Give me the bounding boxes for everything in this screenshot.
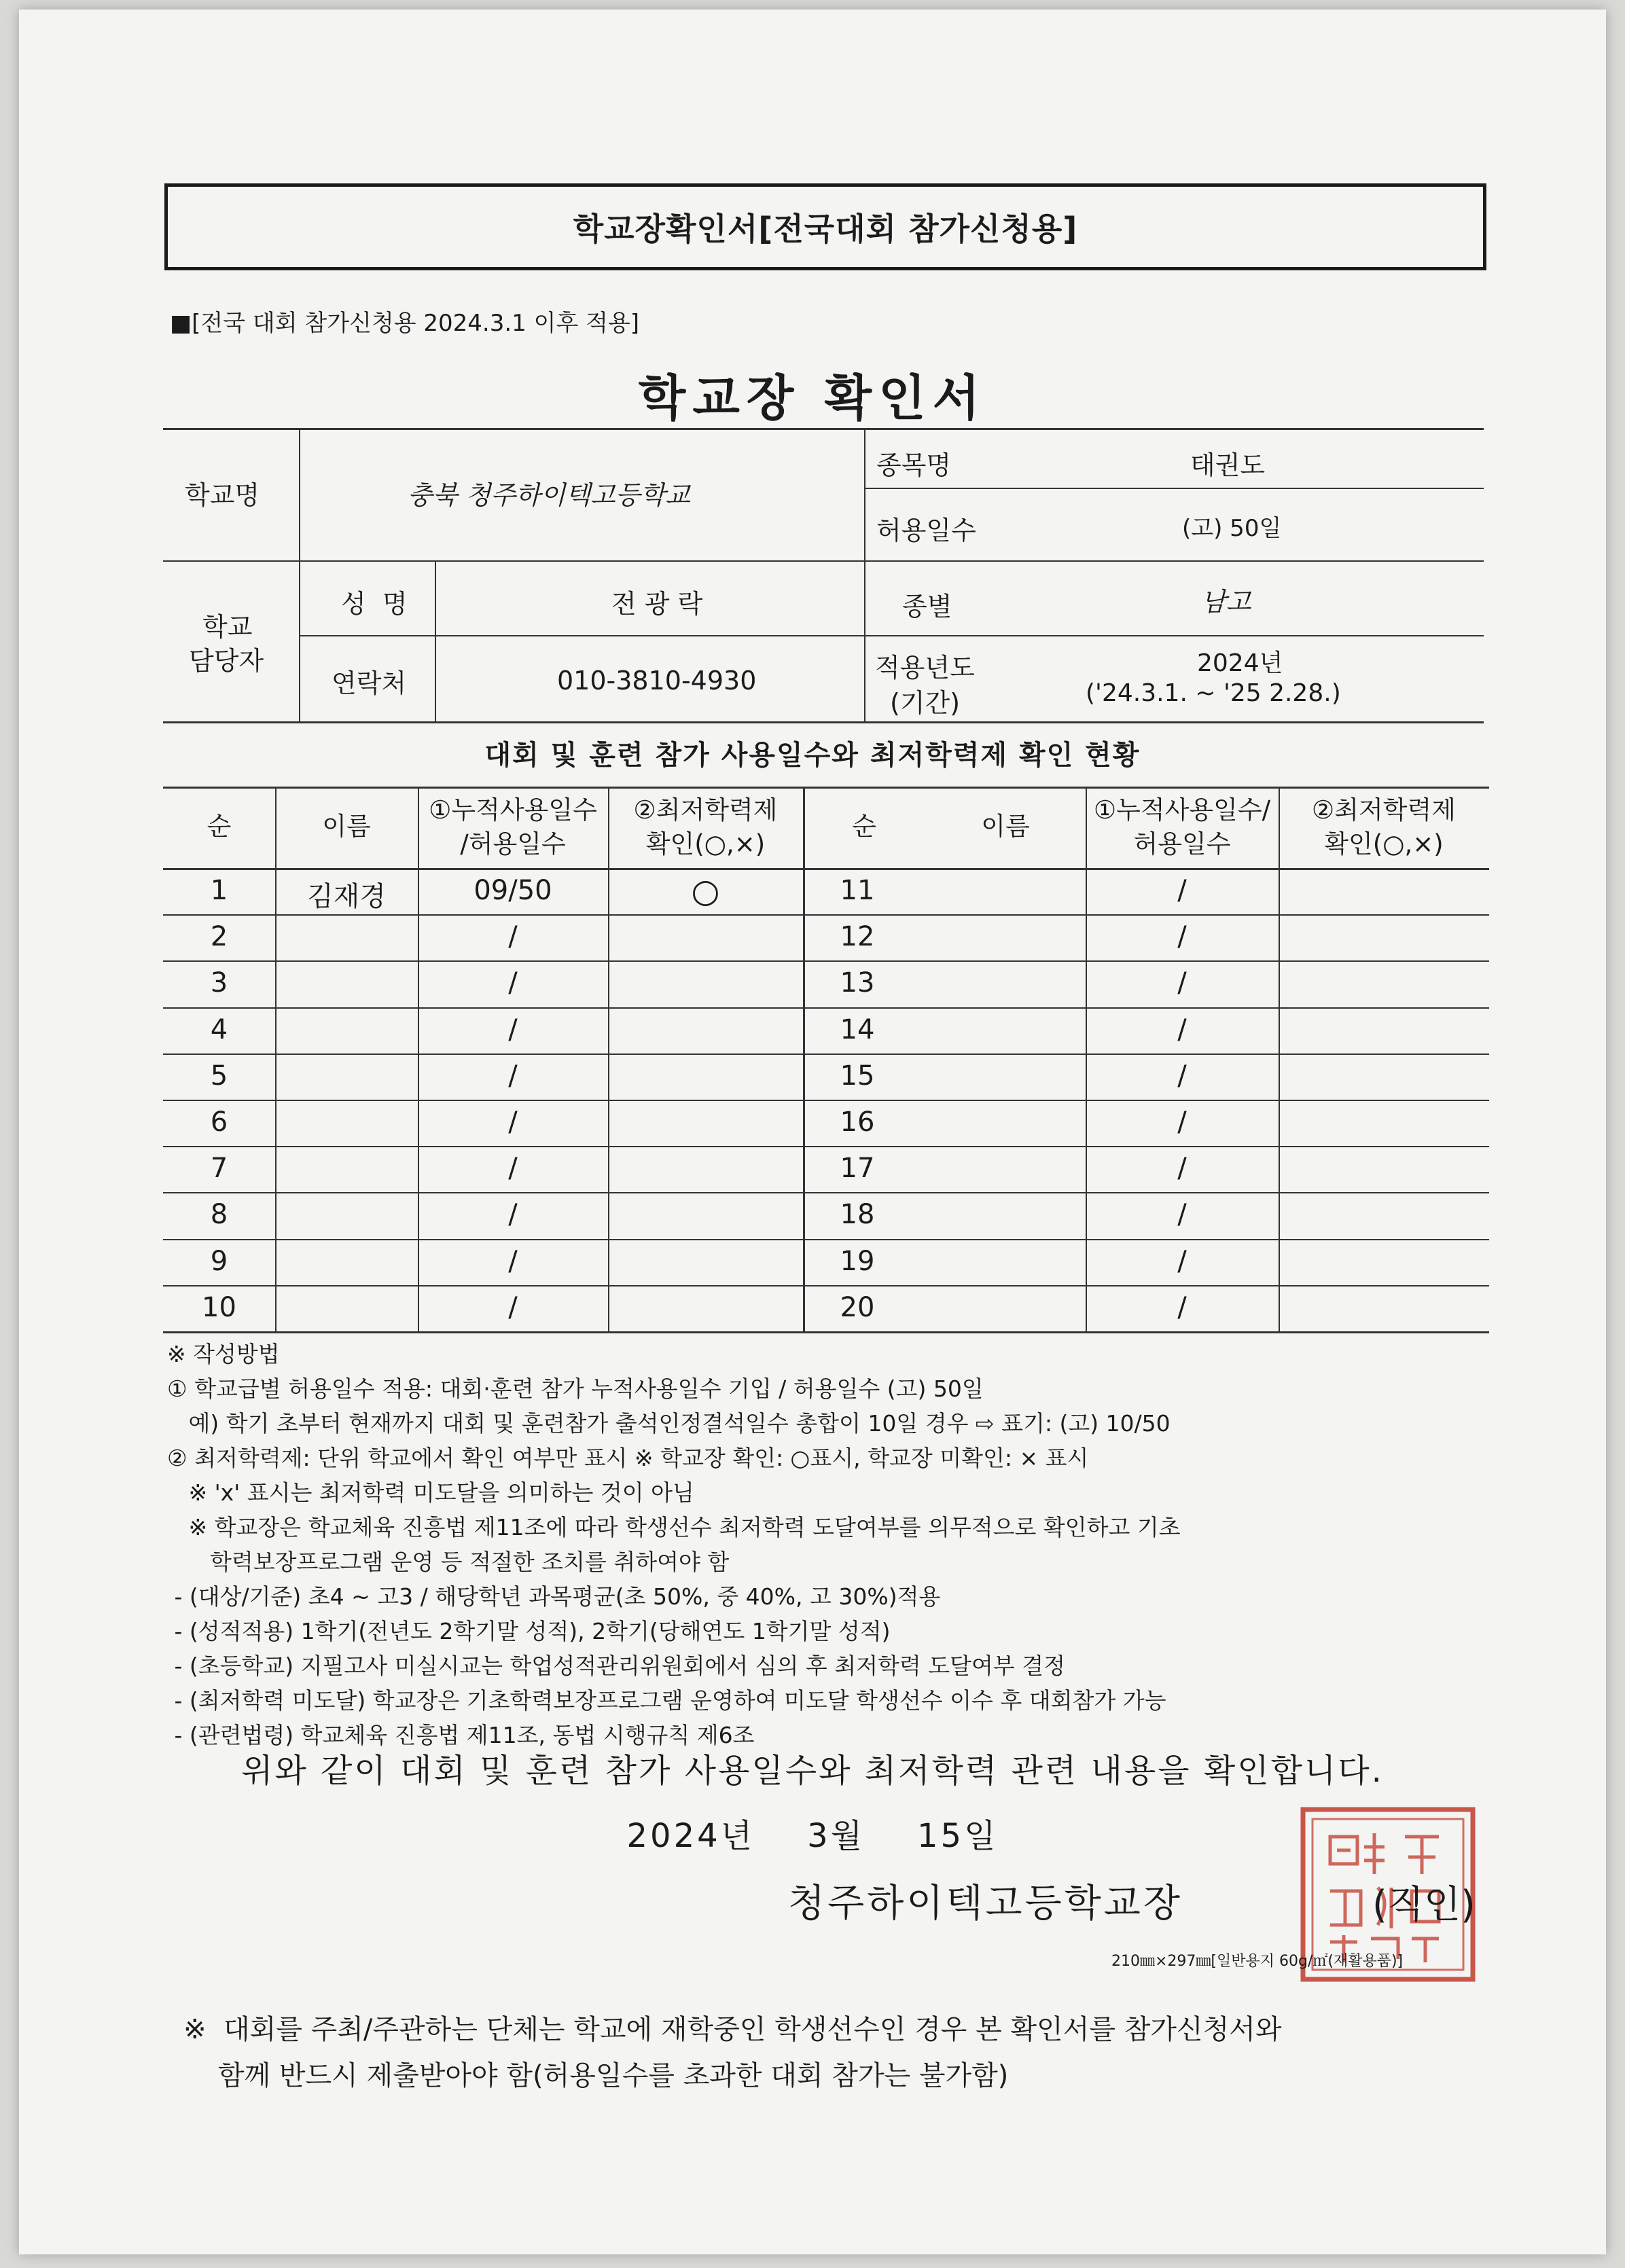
manager-label-line1: 학교 (202, 612, 253, 642)
person-name-value: 전 광 락 (611, 589, 703, 619)
footer-note-line: ※ 대회를 주최/주관하는 단체는 학교에 재학중인 학생선수인 경우 본 확인서를 참가신청서와 (183, 2014, 1282, 2045)
row-days-right: / (1177, 1153, 1187, 1185)
allowed-days-value: (고) 50일 (1182, 515, 1282, 542)
row-days: / (508, 1013, 518, 1045)
row-days-right: / (1177, 1291, 1187, 1323)
row-no-right: 13 (840, 967, 875, 999)
col-days-right-line1: ①누적사용일수/ (1093, 795, 1271, 825)
row-days-right: / (1177, 1060, 1187, 1092)
sport-value: 태권도 (1190, 450, 1266, 480)
year-value-line1: 2024년 (1197, 649, 1283, 677)
school-info-table (163, 428, 1484, 721)
row-no: 4 (210, 1013, 228, 1045)
principal-name: 청주하이텍고등학교장 (788, 1882, 1183, 1926)
year-label-line1: 적용년도 (875, 653, 975, 683)
category-value: 남고 (1201, 587, 1251, 617)
row-no-right: 11 (840, 875, 875, 906)
col-min-line2: 확인(○,×) (645, 829, 766, 859)
row-no-right: 12 (840, 921, 875, 953)
manager-label-line2: 담당자 (189, 646, 264, 676)
row-days: / (508, 967, 518, 999)
issue-date: 2024년 3월 15일 (626, 1817, 999, 1855)
section-title: 대회 및 훈련 참가 사용일수와 최저학력제 확인 현황 (484, 740, 1141, 771)
row-no-right: 19 (840, 1245, 875, 1277)
category-label: 종별 (902, 592, 952, 622)
instruction-line: 학력보장프로그램 운영 등 적절한 조치를 취하여야 함 (167, 1549, 730, 1575)
row-no: 1 (210, 875, 228, 906)
row-no: 9 (210, 1245, 228, 1277)
row-days-right: / (1177, 1199, 1187, 1231)
row-no: 6 (210, 1106, 228, 1138)
row-no-right: 18 (840, 1199, 875, 1231)
row-days: / (508, 1291, 518, 1323)
instruction-line: - (초등학교) 지필고사 미실시교는 학업성적관리위원회에서 심의 후 최저학력 도달여부 결정 (167, 1653, 1066, 1679)
row-no: 10 (202, 1291, 236, 1323)
col-days-line1: ①누적사용일수 (429, 795, 597, 825)
col-no-right: 순 (852, 812, 876, 841)
instruction-line: - (관련법령) 학교체육 진흥법 제11조, 동법 시행규칙 제6조 (167, 1722, 755, 1748)
col-days-right-line2: 허용일수 (1133, 829, 1231, 859)
row-days-right: / (1177, 1245, 1187, 1277)
row-days: / (508, 1245, 518, 1277)
row-no: 8 (210, 1199, 228, 1231)
instruction-line: 예) 학기 초부터 현재까지 대회 및 훈련참가 출석인정결석일수 총합이 10일 경우 ⇨ 표기: (고) 10/50 (167, 1410, 1171, 1437)
row-days-right: / (1177, 967, 1187, 999)
instruction-line: ※ 학교장은 학교체육 진흥법 제11조에 따라 학생선수 최저학력 도달여부를 의무적으로 확인하고 기초 (167, 1514, 1181, 1541)
instruction-line: ① 학교급별 허용일수 적용: 대회·훈련 참가 누적사용일수 기입 / 허용일수 (고) 50일 (167, 1375, 984, 1402)
instruction-line: - (성적적용) 1학기(전년도 2학기말 성적), 2학기(당해연도 1학기말 성적) (167, 1618, 891, 1644)
school-name-label: 학교명 (185, 480, 260, 510)
document-header-title: 학교장확인서[전국대회 참가신청용] (164, 183, 1486, 270)
row-days: / (508, 1199, 518, 1231)
col-min-right-line2: 확인(○,×) (1324, 829, 1444, 859)
footer-note-line: 함께 반드시 제출받아야 함(허용일수를 초과한 대회 참가는 불가함) (183, 2060, 1009, 2091)
paper-spec: 210㎜×297㎜[일반용지 60g/㎡(재활용품)] (1111, 1953, 1404, 1970)
sport-label: 종목명 (876, 450, 952, 480)
confirmation-statement: 위와 같이 대회 및 훈련 참가 사용일수와 최저학력 관련 내용을 확인합니다. (241, 1752, 1384, 1790)
person-name-label: 성 명 (341, 589, 408, 619)
row-no-right: 15 (840, 1060, 875, 1092)
row-no-right: 16 (840, 1106, 875, 1138)
year-value-line2: ('24.3.1. ~ '25 2.28.) (1086, 679, 1341, 707)
row-no: 5 (210, 1060, 228, 1092)
contact-value: 010-3810-4930 (557, 666, 757, 696)
row-check: ○ (691, 872, 720, 910)
year-label-line2: (기간) (890, 688, 961, 718)
instruction-line: - (대상/기준) 초4 ~ 고3 / 해당학년 과목평균(초 50%, 중 40%, 고 30%)적용 (167, 1583, 941, 1610)
applicability-note: ■[전국 대회 참가신청용 2024.3.1 이후 적용] (170, 310, 640, 337)
allowed-days-label: 허용일수 (876, 516, 976, 545)
col-name: 이름 (322, 812, 371, 841)
school-name-value: 충북 청주하이텍고등학교 (408, 480, 690, 510)
instruction-line: ② 최저학력제: 단위 학교에서 확인 여부만 표시 ※ 학교장 확인: ○표시, 학교장 미확인: × 표시 (167, 1445, 1089, 1471)
row-no: 7 (210, 1153, 228, 1185)
instruction-line: ※ 'x' 표시는 최저학력 미도달을 의미하는 것이 아님 (167, 1479, 694, 1506)
row-days-right: / (1177, 875, 1187, 906)
row-days: / (508, 1060, 518, 1092)
row-no: 2 (210, 921, 228, 953)
row-days-right: / (1177, 1013, 1187, 1045)
col-min-line1: ②최저학력제 (633, 795, 778, 825)
seal-label: (직인) (1372, 1883, 1476, 1927)
row-days: / (508, 921, 518, 953)
main-title: 학교장 확인서 (638, 370, 987, 427)
contact-label: 연락처 (332, 668, 407, 698)
row-days-right: / (1177, 1106, 1187, 1138)
row-days: / (508, 1153, 518, 1185)
col-name-right: 이름 (981, 812, 1030, 841)
row-name: 김재경 (307, 881, 386, 912)
row-days-right: / (1177, 921, 1187, 953)
instructions (167, 1337, 1512, 1752)
col-min-right-line1: ②최저학력제 (1312, 795, 1456, 825)
row-no-right: 17 (840, 1153, 875, 1185)
row-days: 09/50 (474, 875, 552, 906)
row-no-right: 20 (840, 1291, 875, 1323)
row-days: / (508, 1106, 518, 1138)
footer-note (183, 2006, 1282, 2099)
col-no: 순 (207, 812, 232, 841)
athlete-roster-table (163, 787, 1489, 1331)
instruction-line: - (최저학력 미도달) 학교장은 기초학력보장프로그램 운영하여 미도달 학생선수 이수 후 대회참가 가능 (167, 1687, 1166, 1714)
row-no-right: 14 (840, 1013, 875, 1045)
row-no: 3 (210, 967, 228, 999)
instruction-line: ※ 작성방법 (167, 1341, 280, 1367)
col-days-line2: /허용일수 (460, 829, 566, 859)
